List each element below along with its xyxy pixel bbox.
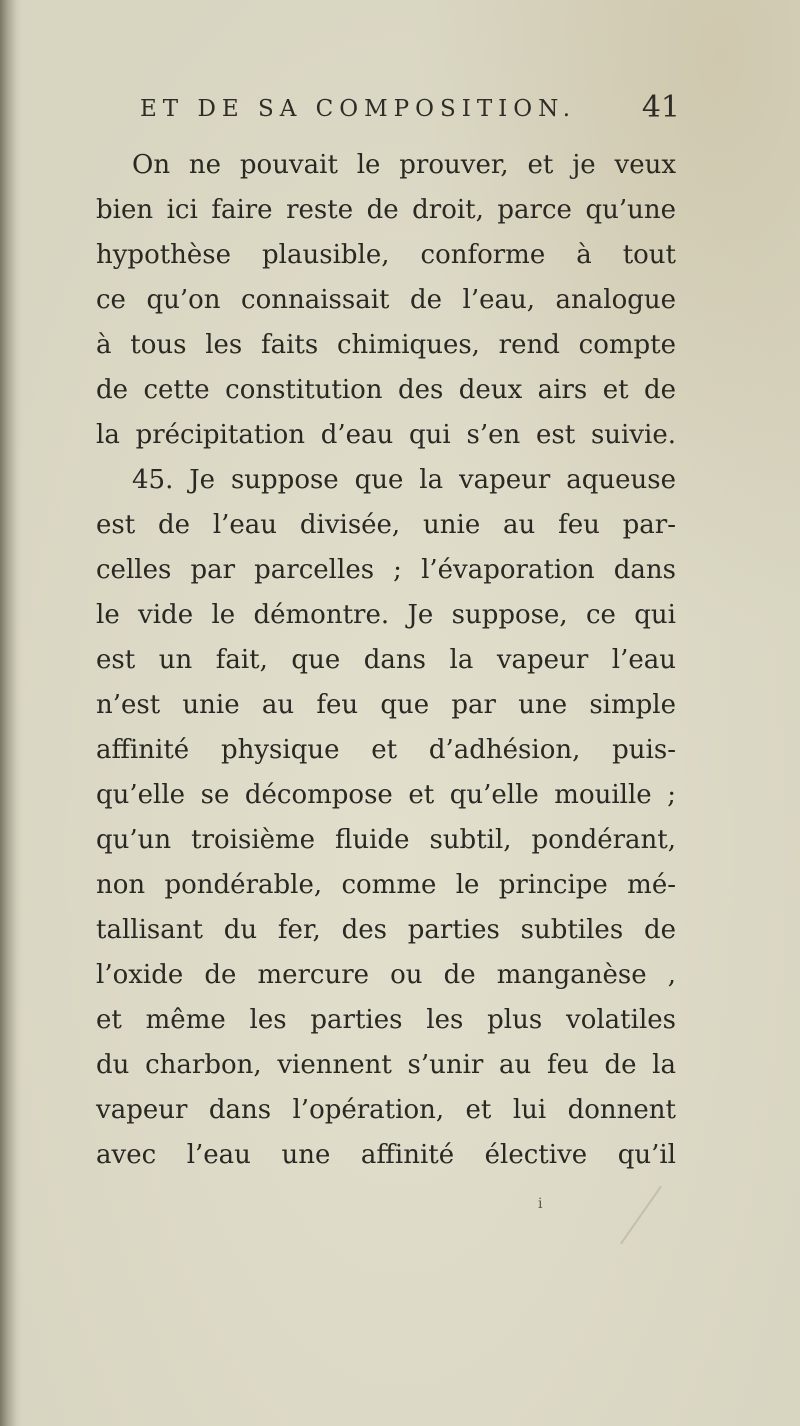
binding-gutter (0, 0, 22, 1426)
paper-crease (620, 1186, 662, 1244)
printer-mark: i (538, 1196, 543, 1212)
running-head: ET DE SA COMPOSITION. (140, 96, 577, 122)
text-line: affinité physique et d’adhésion, puis- (96, 735, 676, 765)
text-line: On ne pouvait le prouver, et je veux (132, 150, 676, 180)
text-line: qu’elle se décompose et qu’elle mouille ; (96, 780, 676, 810)
text-line: tallisant du fer, des parties subtiles de (96, 915, 676, 945)
text-line: et même les parties les plus volatiles (96, 1005, 676, 1035)
text-line: qu’un troisième fluide subtil, pondérant, (96, 825, 676, 855)
text-line: celles par parcelles ; l’évaporation dans (96, 555, 676, 585)
text-line: du charbon, viennent s’unir au feu de la (96, 1050, 676, 1080)
page-header (140, 88, 680, 132)
body-text (96, 144, 676, 1184)
text-line: hypothèse plausible, conforme à tout (96, 240, 676, 270)
text-line: est un fait, que dans la vapeur l’eau (96, 645, 676, 675)
text-line: non pondérable, comme le principe mé- (96, 870, 676, 900)
text-line: vapeur dans l’opération, et lui donnent (96, 1095, 676, 1125)
text-line: avec l’eau une affinité élective qu’il (96, 1140, 676, 1170)
text-line: le vide le démontre. Je suppose, ce qui (96, 600, 676, 630)
text-line: ce qu’on connaissait de l’eau, analogue (96, 285, 676, 315)
page-number: 41 (641, 90, 680, 125)
text-line: l’oxide de mercure ou de manganèse , (96, 960, 676, 990)
text-line: à tous les faits chimiques, rend compte (96, 330, 676, 360)
text-line: la précipitation d’eau qui s’en est suivie. (96, 420, 676, 450)
text-line: n’est unie au feu que par une simple (96, 690, 676, 720)
text-line: de cette constitution des deux airs et de (96, 375, 676, 405)
text-line: 45. Je suppose que la vapeur aqueuse (132, 465, 676, 495)
text-line: bien ici faire reste de droit, parce qu’une (96, 195, 676, 225)
text-line: est de l’eau divisée, unie au feu par- (96, 510, 676, 540)
